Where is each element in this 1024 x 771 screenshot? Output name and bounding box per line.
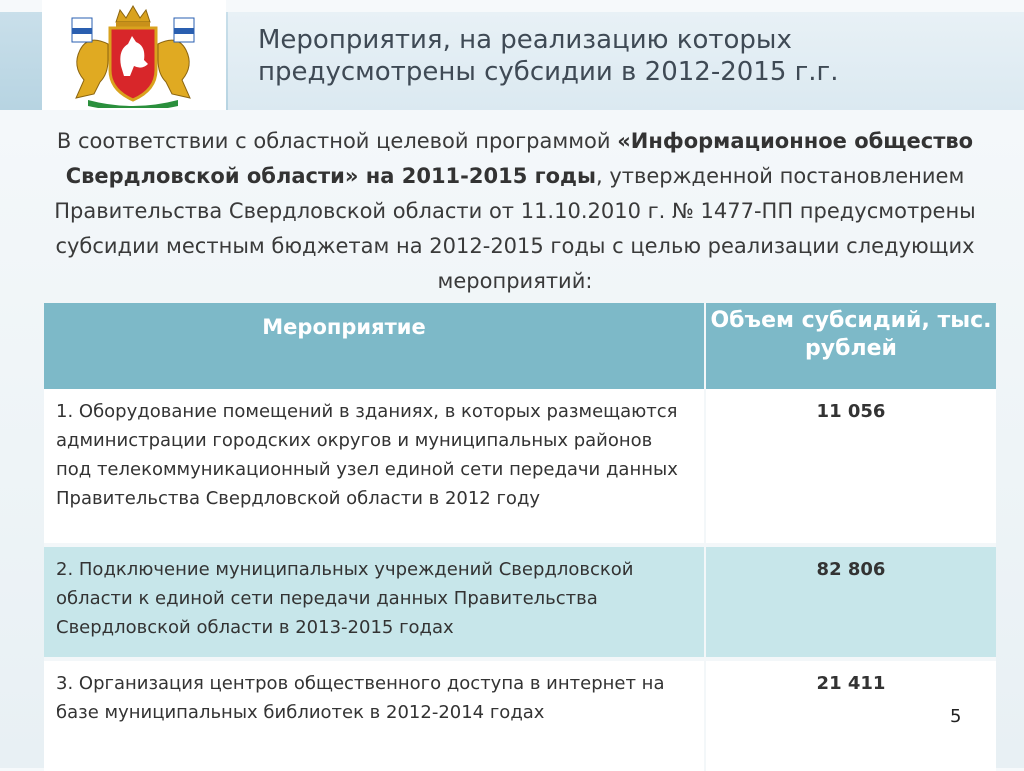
title-line-1: Мероприятия, на реализацию которых <box>258 25 792 55</box>
row-amount: 11 056 <box>705 389 996 543</box>
intro-program-name: «Информационное общество Свердловской области» на 2011-2015 годы <box>65 129 974 188</box>
page-number: 5 <box>950 706 962 727</box>
row-event: 3. Организация центров общественного доступа в интернет на базе муниципальных библиотек в 2012-2014 годах <box>44 661 705 771</box>
coat-of-arms-icon <box>58 4 208 108</box>
header-amount: Объем субсидий, тыс. рублей <box>705 303 996 389</box>
row-event: 1. Оборудование помещений в зданиях, в которых размещаются администрации городских округов и муниципальных районов под телекоммуникационный узел единой сети передачи данных Правительства Свердловской области в 2012 году <box>44 389 705 543</box>
table-header-row <box>44 303 996 389</box>
table-row <box>44 389 996 543</box>
slide-title <box>258 24 998 88</box>
header-event: Мероприятие <box>44 303 705 389</box>
intro-part-1: В соответствии с областной целевой программой <box>56 129 618 153</box>
row-amount: 21 411 <box>705 661 996 771</box>
table-row <box>44 661 996 771</box>
intro-paragraph <box>50 124 980 299</box>
table-row <box>44 547 996 657</box>
subsidy-table <box>44 303 996 771</box>
row-amount: 82 806 <box>705 547 996 657</box>
row-event: 2. Подключение муниципальных учреждений Свердловской области к единой сети передачи данных Правительства Свердловской области в 2013-2015 годах <box>44 547 705 657</box>
intro-part-2: , утвержденной постановлением Правительства Свердловской области от 11.10.2010 г. № 1477-ПП предусмотрены субсидии местным бюджетам на 2012-2015 годы с целью реализации следующих мероприятий: <box>54 164 976 293</box>
title-line-2: предусмотрены субсидии в 2012-2015 г.г. <box>258 57 839 87</box>
